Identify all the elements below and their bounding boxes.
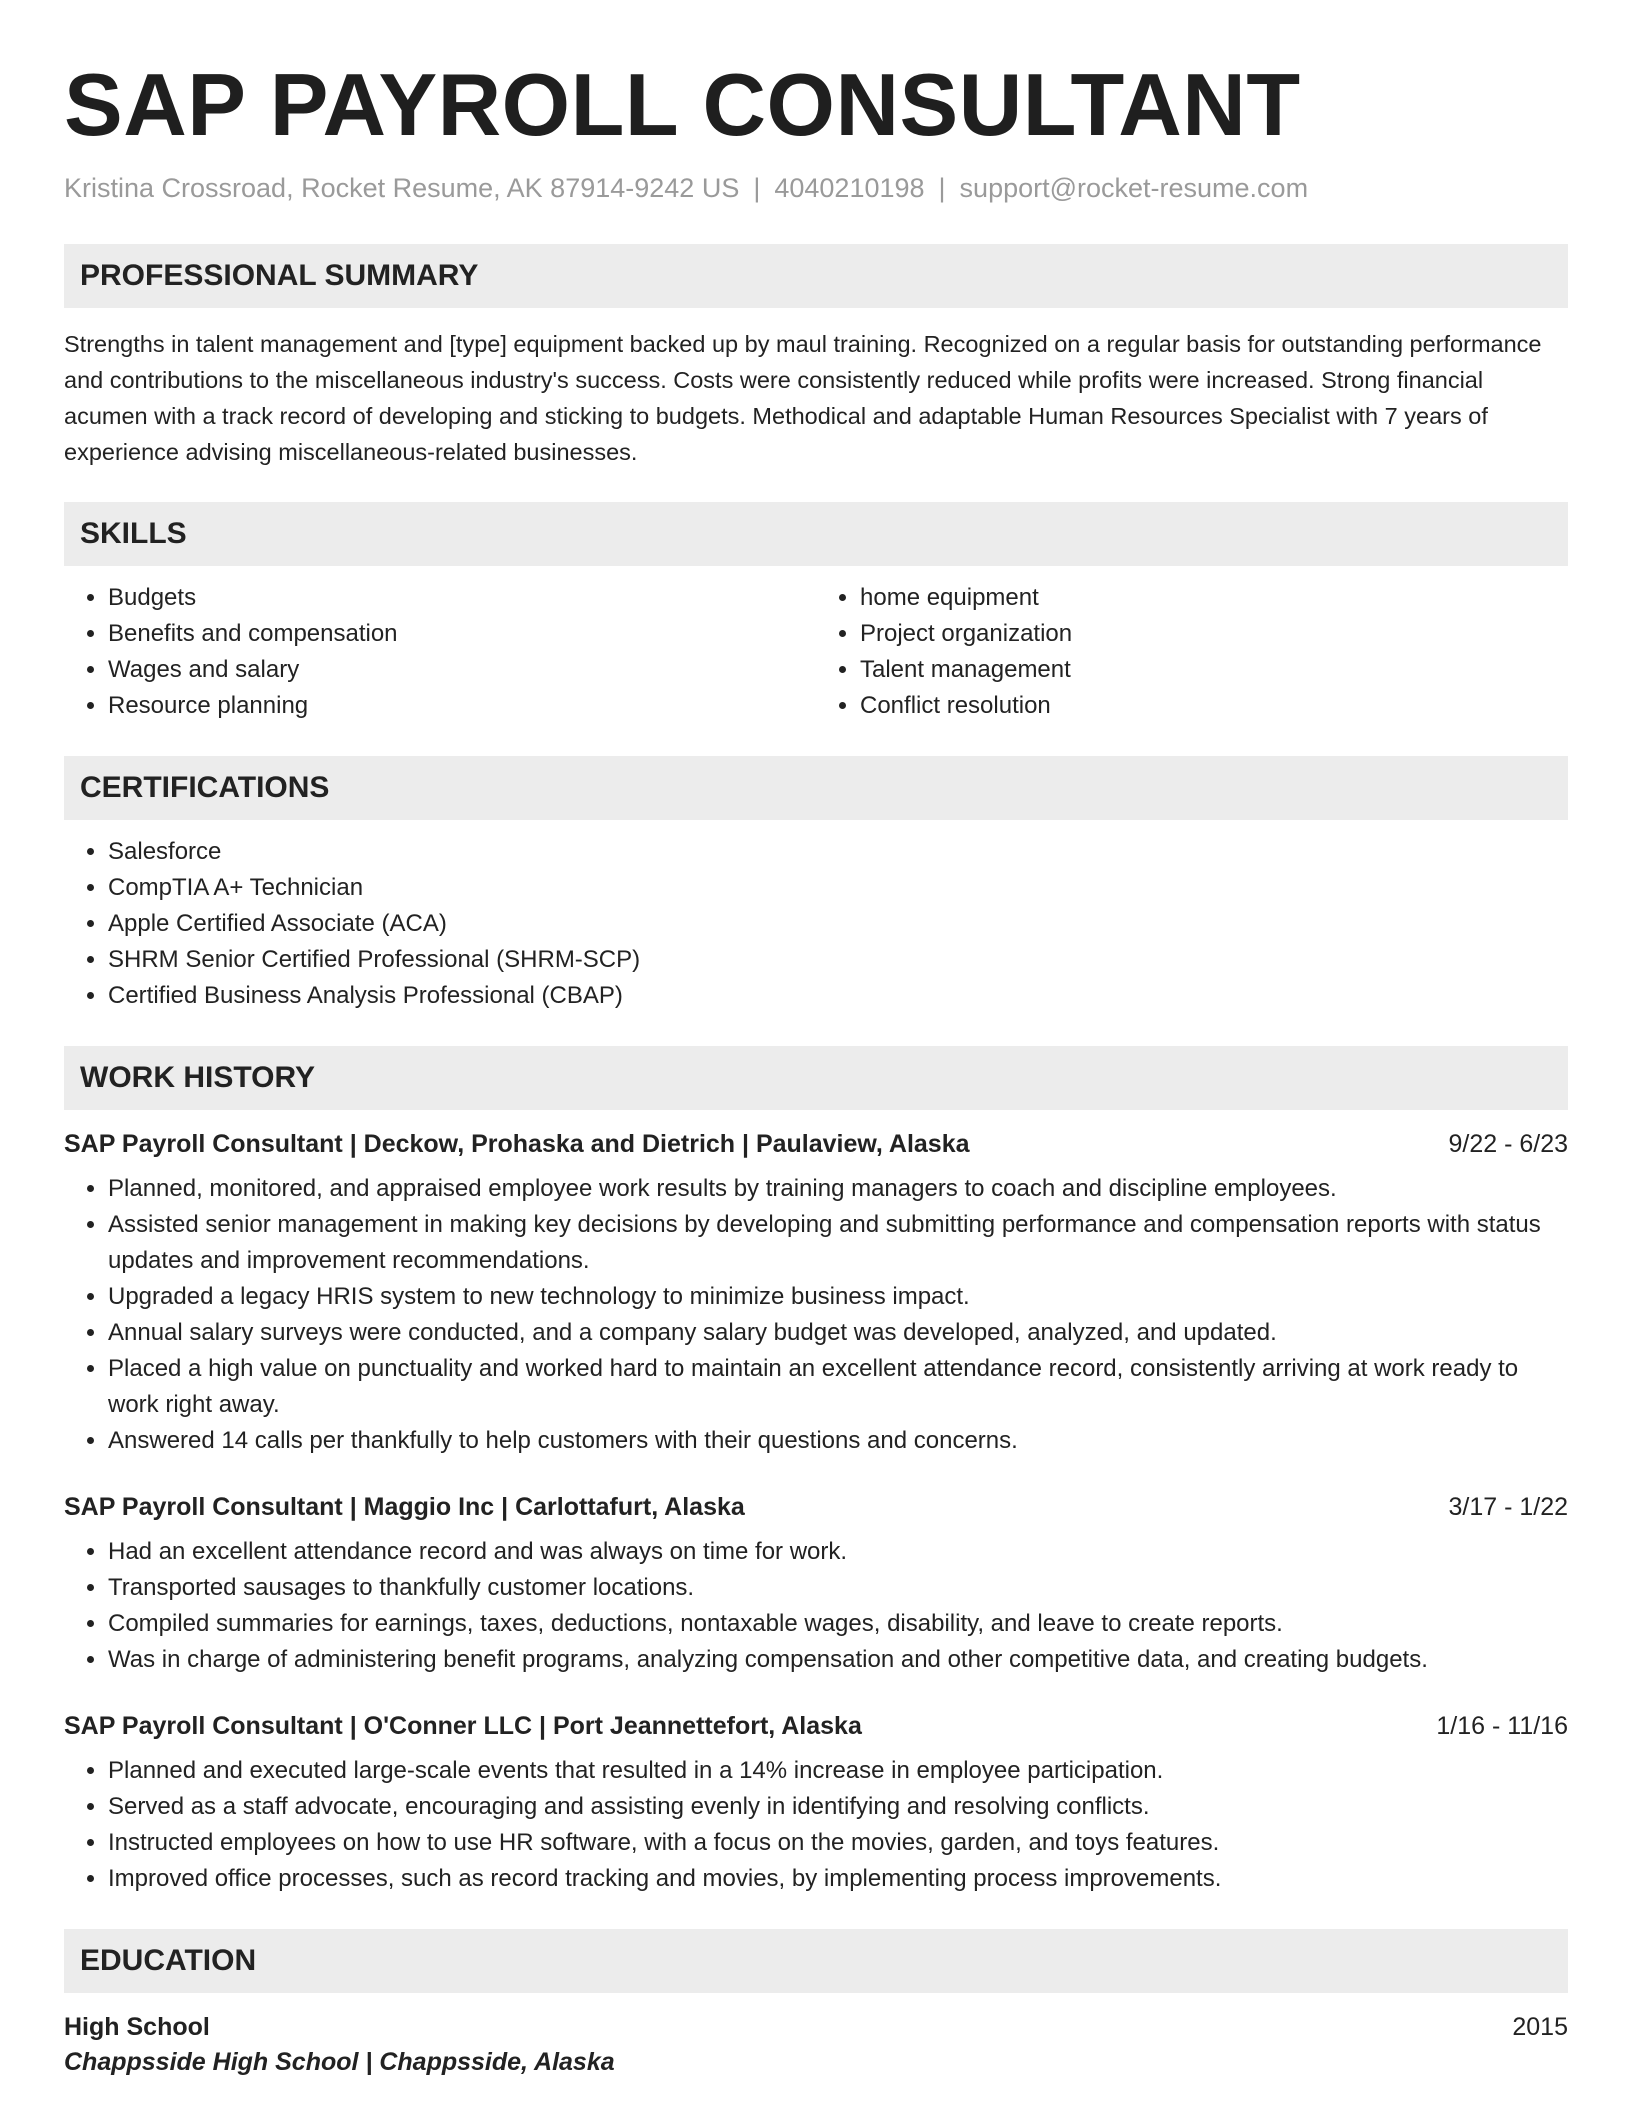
list-item: • Placed a high value on punctuality and worked hard to maintain an excellent attendance record, consistently arriving at work ready to work right away.: [108, 1351, 1568, 1423]
job-bullets: [64, 1534, 1568, 1678]
email: support@rocket-resume.com: [959, 172, 1309, 203]
contact-line: [64, 173, 1568, 204]
list-item: • Apple Certified Associate (ACA): [108, 906, 1568, 942]
list-item: • Transported sausages to thankfully customer locations.: [108, 1570, 1568, 1606]
job-bullets: [64, 1171, 1568, 1459]
list-item: • Project organization: [860, 616, 1568, 652]
separator: |: [753, 172, 761, 203]
certifications-list: [64, 834, 1568, 1014]
section-header-skills: SKILLS: [64, 502, 1568, 566]
job-entry: [64, 1493, 1568, 1678]
list-item: • Budgets: [108, 580, 816, 616]
skills-list: [64, 566, 1568, 724]
list-item: • Compiled summaries for earnings, taxes, deductions, nontaxable wages, disability, and leave to create reports.: [108, 1606, 1568, 1642]
list-item: • Assisted senior management in making key decisions by developing and submitting performance and compensation reports with status updates and improvement recommendations.: [108, 1207, 1568, 1279]
list-item: • Certified Business Analysis Professional (CBAP): [108, 978, 1568, 1014]
list-item: • Was in charge of administering benefit programs, analyzing compensation and other competitive data, and creating budgets.: [108, 1642, 1568, 1678]
job-heading: SAP Payroll Consultant | Maggio Inc | Carlottafurt, Alaska: [64, 1492, 745, 1521]
list-item: • CompTIA A+ Technician: [108, 870, 1568, 906]
section-header-certifications: CERTIFICATIONS: [64, 756, 1568, 820]
list-item: • Had an excellent attendance record and was always on time for work.: [108, 1534, 1568, 1570]
separator: |: [938, 172, 946, 203]
list-item: • Improved office processes, such as record tracking and movies, by implementing process improvements.: [108, 1861, 1568, 1897]
section-header-work-history: WORK HISTORY: [64, 1046, 1568, 1110]
list-item: • Instructed employees on how to use HR software, with a focus on the movies, garden, and toys features.: [108, 1825, 1568, 1861]
skills-left-column: [64, 580, 816, 724]
list-item: • Resource planning: [108, 688, 816, 724]
job-dates: 3/17 - 1/22: [1448, 1492, 1568, 1521]
address: Kristina Crossroad, Rocket Resume, AK 87914-9242 US: [64, 172, 740, 203]
list-item: • Answered 14 calls per thankfully to help customers with their questions and concerns.: [108, 1423, 1568, 1459]
list-item: • Planned, monitored, and appraised employee work results by training managers to coach and discipline employees.: [108, 1171, 1568, 1207]
list-item: • Benefits and compensation: [108, 616, 816, 652]
education-degree: High School: [64, 2012, 210, 2041]
education-year: 2015: [1512, 2012, 1568, 2041]
education-school: Chappsside High School | Chappsside, Alaska: [64, 2047, 615, 2076]
skills-right-column: [816, 580, 1568, 724]
job-dates: 1/16 - 11/16: [1436, 1711, 1568, 1740]
section-header-summary: PROFESSIONAL SUMMARY: [64, 244, 1568, 308]
education-row: [64, 2013, 1568, 2042]
list-item: • Wages and salary: [108, 652, 816, 688]
list-item: • SHRM Senior Certified Professional (SHRM-SCP): [108, 942, 1568, 978]
summary-text: Strengths in talent management and [type] equipment backed up by maul training. Recognized on a regular basis for outstanding performance and contributions to the miscellaneous industry's success. Costs were consistently reduced while profits were increased. Strong financial acumen with a track record of developing and sticking to budgets. Methodical and adaptable Human Resources Specialist with 7 years of experience advising miscellaneous-related businesses.: [64, 330, 1542, 465]
job-entry: [64, 1130, 1568, 1459]
job-heading-row: [64, 1712, 1568, 1741]
job-entry: [64, 1712, 1568, 1897]
list-item: • Upgraded a legacy HRIS system to new technology to minimize business impact.: [108, 1279, 1568, 1315]
list-item: • Talent management: [860, 652, 1568, 688]
list-item: • Planned and executed large-scale events that resulted in a 14% increase in employee participation.: [108, 1753, 1568, 1789]
job-heading-row: [64, 1130, 1568, 1159]
job-heading: SAP Payroll Consultant | O'Conner LLC | Port Jeannettefort, Alaska: [64, 1711, 862, 1740]
list-item: • home equipment: [860, 580, 1568, 616]
job-heading: SAP Payroll Consultant | Deckow, Prohaska and Dietrich | Paulaview, Alaska: [64, 1129, 970, 1158]
list-item: • Annual salary surveys were conducted, and a company salary budget was developed, analyzed, and updated.: [108, 1315, 1568, 1351]
list-item: • Salesforce: [108, 834, 1568, 870]
job-heading-row: [64, 1493, 1568, 1522]
page-title: SAP PAYROLL CONSULTANT: [64, 55, 1301, 154]
phone: 4040210198: [774, 172, 925, 203]
list-item: • Served as a staff advocate, encouraging and assisting evenly in identifying and resolving conflicts.: [108, 1789, 1568, 1825]
section-header-education: EDUCATION: [64, 1929, 1568, 1993]
job-dates: 9/22 - 6/23: [1448, 1129, 1568, 1158]
job-bullets: [64, 1753, 1568, 1897]
list-item: • Conflict resolution: [860, 688, 1568, 724]
